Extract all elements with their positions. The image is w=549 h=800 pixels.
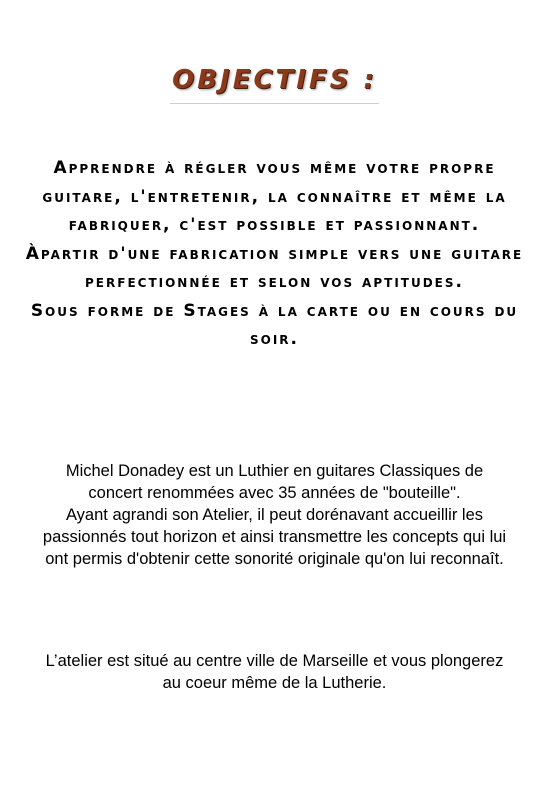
luthier-paragraph-line-2: Ayant agrandi son Atelier, il peut dorénavant accueillir les passionnés tout horizon et ainsi transmettre les concepts qui lui ont permis d'obtenir cette sonorité originale qu'on lui reconnaît. xyxy=(42,506,507,568)
luthier-paragraph xyxy=(40,460,509,570)
luthier-paragraph-line-1: Michel Donadey est un Luthier en guitares Classiques de concert renommées avec 35 années de "bouteille". xyxy=(65,462,484,502)
page-title xyxy=(0,60,549,104)
location-paragraph-text: L’atelier est situé au centre ville de Marseille et vous plongerez au coeur même de la Lutherie. xyxy=(45,652,504,692)
objectives-line-2: Àpartir d'une fabrication simple vers une guitare perfectionnée et selon vos aptitudes. xyxy=(25,243,524,292)
location-paragraph xyxy=(40,650,509,694)
objectives-line-1: Apprendre à régler vous même votre propre guitare, l'entretenir, la connaître et même la fabriquer, c'est possible et passionnant. xyxy=(42,158,507,235)
page-title-text: OBJECTIFS : xyxy=(170,60,379,104)
objectives-block xyxy=(20,154,529,354)
objectives-line-3: Sous forme de Stages à la carte ou en cours du soir. xyxy=(30,300,519,349)
